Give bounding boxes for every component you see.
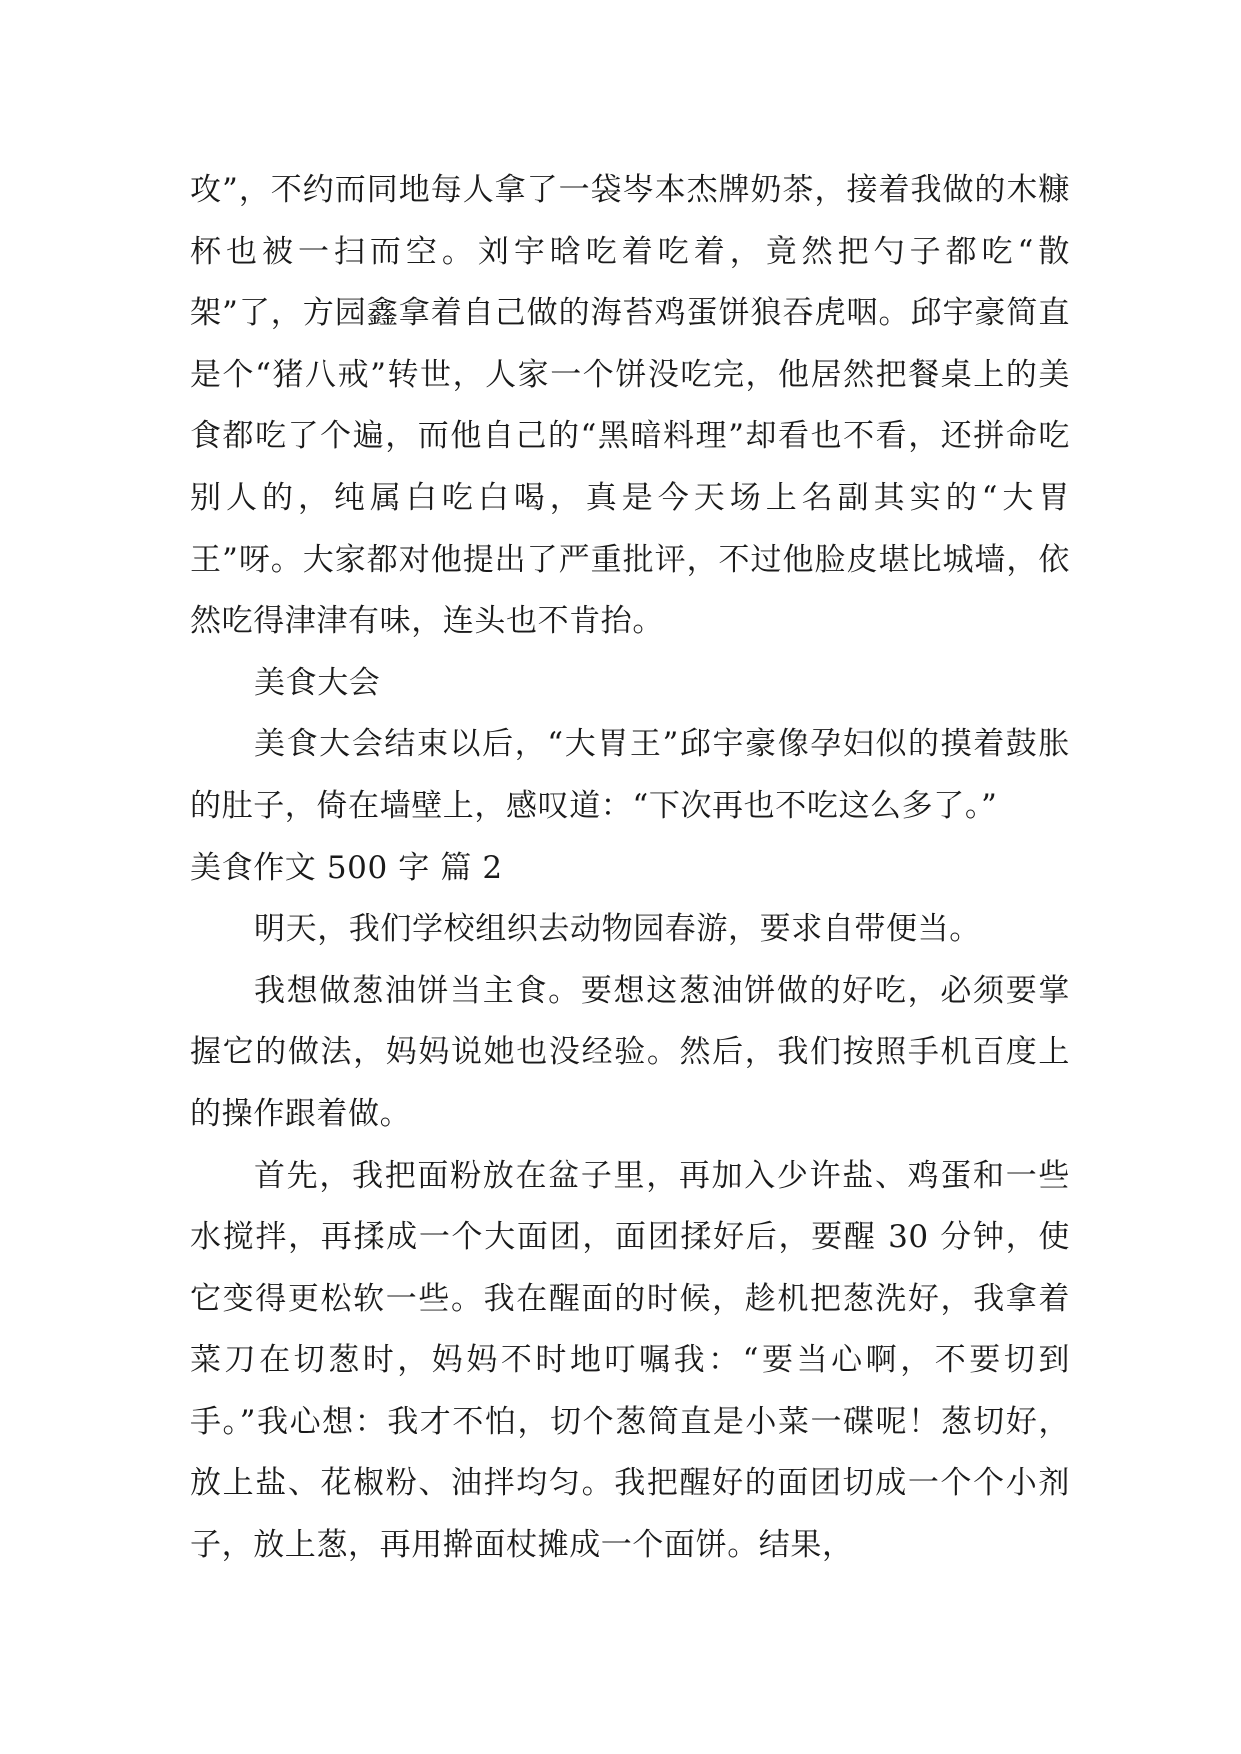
paragraph-3: 美食大会结束以后，“大胃王”邱宇豪像孕妇似的摸着鼓胀的肚子，倚在墙壁上，感叹道：“下次再也不吃这么多了。” xyxy=(190,726,1070,824)
paragraph-4: 明天，我们学校组织去动物园春游，要求自带便当。 xyxy=(254,911,981,948)
document-page xyxy=(190,160,1070,1577)
paragraph-1: 攻”，不约而同地每人拿了一袋岑本杰牌奶茶，接着我做的木糠杯也被一扫而空。刘宇晗吃着吃着，竟然把勺子都吃“散架”了，方园鑫拿着自己做的海苔鸡蛋饼狼吞虎咽。邱宇豪简直是个“猪八戒”转世，人家一个饼没吃完，他居然把餐桌上的美食都吃了个遍，而他自己的“黑暗料理”却看也不看，还拼命吃别人的，纯属白吃白喝，真是今天场上名副其实的“大胃王”呀。大家都对他提出了严重批评，不过他脸皮堪比城墙，依然吃得津津有味，连头也不肯抬。 xyxy=(190,172,1070,640)
paragraph-6: 首先，我把面粉放在盆子里，再加入少许盐、鸡蛋和一些水搅拌，再揉成一个大面团，面团揉好后，要醒 30 分钟，使它变得更松软一些。我在醒面的时候，趁机把葱洗好，我拿着菜刀在切葱时，妈妈不时地叮嘱我：“要当心啊，不要切到手。”我心想：我才不怕，切个葱简直是小菜一碟呢！葱切好，放上盐、花椒粉、油拌均匀。我把醒好的面团切成一个个小剂子，放上葱，再用擀面杖摊成一个面饼。结果， xyxy=(190,1157,1070,1564)
paragraph-2: 美食大会 xyxy=(254,664,381,701)
paragraph-5: 我想做葱油饼当主食。要想这葱油饼做的好吃，必须要掌握它的做法，妈妈说她也没经验。然后，我们按照手机百度上的操作跟着做。 xyxy=(190,972,1070,1132)
section-title: 美食作文 500 字 篇 2 xyxy=(190,849,503,886)
